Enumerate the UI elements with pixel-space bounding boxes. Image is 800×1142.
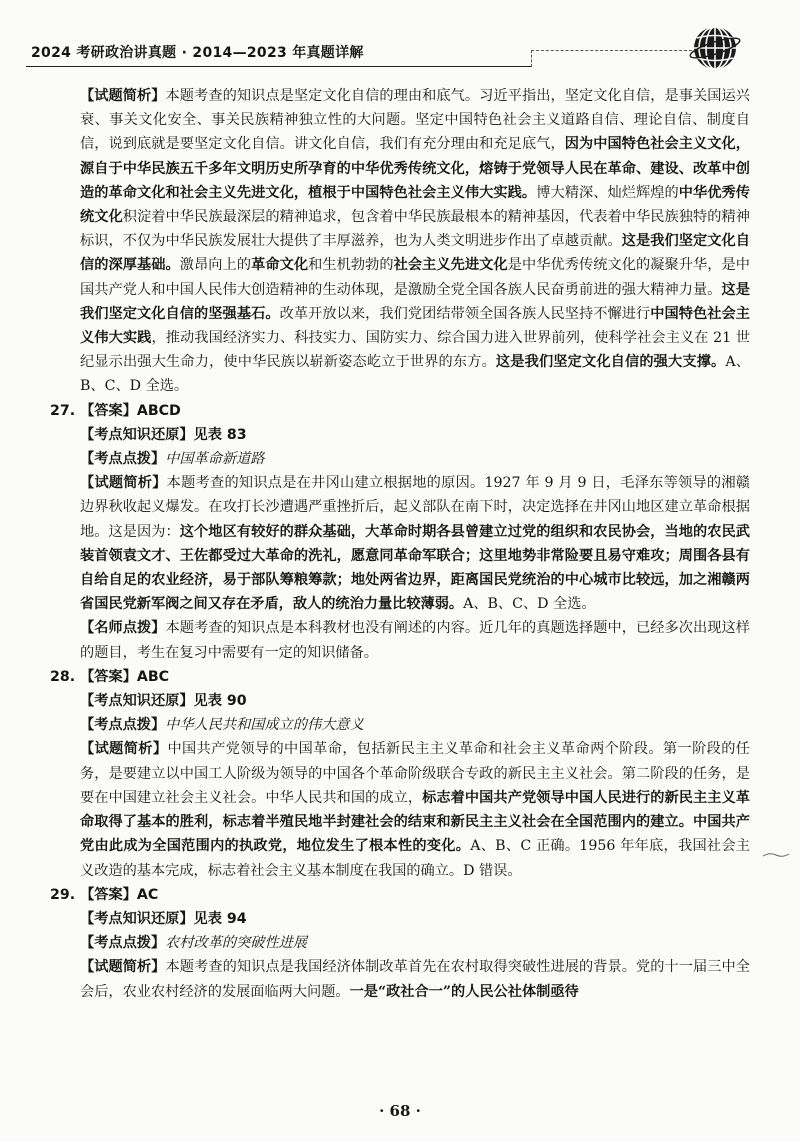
text-run: 和生机勃勃的 [308,257,394,274]
bold-text: 社会主义先进文化 [393,257,508,274]
section-label: 见表 83 [193,426,247,443]
section-label: 【考点知识还原】 [80,693,194,710]
book-title: 2024 考研政治讲真题 · 2014—2023 年真题详解 [31,45,364,61]
text-run: 中国共产党领导的中国革命，包括新民主主义革命和社会主义革命两个阶段。第一阶段的任务，是要建立以中国工人阶级为领导的中国各个革命阶级联合专政的新民主主义社会。第二阶段的任务，是要在中国建立社会主义社会。中华人民共和国的成立， [80,741,750,806]
topic-text: 中华人民共和国成立的伟大意义 [165,717,364,734]
section-label: 【考点点拨】 [80,451,166,468]
section-label: 【试题简析】 [80,741,168,758]
paragraph [50,84,750,399]
text-run: ，推动我国经济实力、科技实力、国防实力、综合国力进入世界前列，使科学社会主义在 21 世纪显示出强大生命力，使中华民族以崭新姿态屹立于世界的东方。 [80,330,750,371]
bold-text: 这是我们坚定文化自信的强大支撑。 [495,354,726,371]
section-label: 【名师点拨】 [80,620,166,637]
section-label: ABC [136,668,170,685]
section-label: 【试题简析】 [80,959,166,976]
text-run: A、B、C、D 全选。 [80,354,750,395]
question-number: 29. [50,886,81,903]
section-label: 【试题简析】 [80,88,166,104]
bold-text: 一是“政社合一”的人民公社体制亟待 [349,983,579,1000]
paragraph [50,883,750,907]
bold-text: 这是我们坚定文化自信的深厚基础。 [80,233,750,274]
bold-text: 这个地区有较好的群众基础，大革命时期各县曾建立过党的组织和农民协会，当地的农民武装首领袁文才、王佐都受过大革命的洗礼，愿意同革命军联合；这里地势非常险要且易守难攻；周围各县有自给自足的农业经济，易于部队筹粮筹款；地处两省边界，距离国民党统治的中心城市比较远，加之湘赣两省国民党新军阀之间又存在矛盾，敌人的统治力量比较薄弱。 [80,523,750,613]
bold-text: 中华优秀传统文化 [80,184,750,226]
paragraph [50,447,750,471]
paragraph [50,423,750,447]
text-run: 是中华优秀传统文化的凝聚升华，是中国共产党人和中国人民伟大创造精神的生动体现，是激励全党全国各族人民奋勇前进的强大精神力量。 [80,257,750,298]
text-run: 激昂向上的 [179,257,252,274]
header-rule [26,66,531,67]
page-number: · 68 · [379,1102,421,1120]
text-run: 改革开放以来，我们党团结带领全国各族人民坚持不懈进行 [279,305,651,322]
section-label: 见表 90 [193,693,247,710]
section-label: ABCD [136,402,181,419]
bold-text: 标志着中国共产党领导中国人民进行的新民主主义革命取得了基本的胜利，标志着半殖民地半封建社会的结束和新民主主义社会在全国范围内的建立。中国共产党由此成为全国范围内的执政党，地位发生了根本性的变化。 [80,789,750,855]
section-label: 【考点点拨】 [80,935,166,952]
text-run: 本题考查的知识点是在井冈山建立根据地的原因。1927 年 9 月 9 日，毛泽东等领导的湘赣边界秋收起义爆发。在攻打长沙遭遇严重挫折后，起义部队在南下时，决定选择在井冈山地区建立革命根据地。这是因为： [80,475,750,540]
paragraph [50,689,750,713]
section-label: 【答案】 [80,668,137,685]
bold-text: 革命文化 [251,257,309,274]
text-run: 本题考查的知识点是本科教材也没有阐述的内容。近几年的真题选择题中，已经多次出现这样的题目，考生在复习中需要有一定的知识储备。 [80,620,750,661]
section-label: 【答案】 [80,886,137,903]
paragraph [50,713,750,737]
bold-text: 因为中国特色社会主义文化，源自于中华民族五千多年文明历史所孕育的中华优秀传统文化，熔铸于党领导人民在革命、建设、改革中创造的革命文化和社会主义先进文化，植根于中国特色社会主义伟大实践。 [80,136,750,201]
section-label: 见表 94 [193,910,247,927]
section-label: 【考点知识还原】 [80,910,194,927]
text-run: 本题考查的知识点是我国经济体制改革首先在农村取得突破性进展的背景。党的十一届三中全会后，农业农村经济的发展面临两大问题。 [80,959,750,1000]
section-label: 【考点知识还原】 [80,426,194,443]
paragraph [50,737,750,882]
text-run: 积淀着中华民族最深层的精神追求，包含着中华民族最根本的精神基因，代表着中华民族独特的精神标识，不仅为中华民族发展壮大提供了丰厚滋养，也为人类文明进步作出了卓越贡献。 [80,209,750,250]
section-label: 【考点点拨】 [80,717,166,734]
text-run: A、B、C、D 全选。 [463,596,596,613]
bold-text: 中国特色社会主义伟大实践 [80,305,750,347]
question-number: 28. [50,668,81,685]
section-label: 【试题简析】 [80,475,167,492]
paragraph [50,907,750,931]
section-label: 【答案】 [80,402,137,419]
paragraph [50,616,750,664]
text-run: 本题考查的知识点是坚定文化自信的理由和底气。习近平指出，坚定文化自信，是事关国运兴衰、事关文化安全、事关民族精神独立性的大问题。坚定中国特色社会主义道路自信、理论自信、制度自信，说到底就是要坚定文化自信。讲文化自信，我们有充分理由和充足底气， [80,88,750,153]
text-run: A、B、C 正确。1956 年年底，我国社会主义改造的基本完成，标志着社会主义基本制度在我国的确立。D 错误。 [80,838,750,879]
bold-text: 这是我们坚定文化自信的坚强基石。 [80,281,750,322]
question-number: 27. [50,402,81,419]
answer-explanations [50,84,750,1004]
page-header [26,22,766,72]
paragraph [50,931,750,955]
text-run: 博大精深、灿烂辉煌的 [536,184,679,201]
topic-text: 中国革命新道路 [165,451,265,468]
section-label: AC [136,886,159,903]
globe-icon [688,22,742,74]
paragraph [50,399,750,423]
paragraph [50,955,750,1003]
paragraph [50,665,750,689]
header-dashed-rule [531,50,692,67]
margin-mark [762,850,790,860]
topic-text: 农村改革的突破性进展 [165,935,308,952]
paragraph [50,471,750,616]
